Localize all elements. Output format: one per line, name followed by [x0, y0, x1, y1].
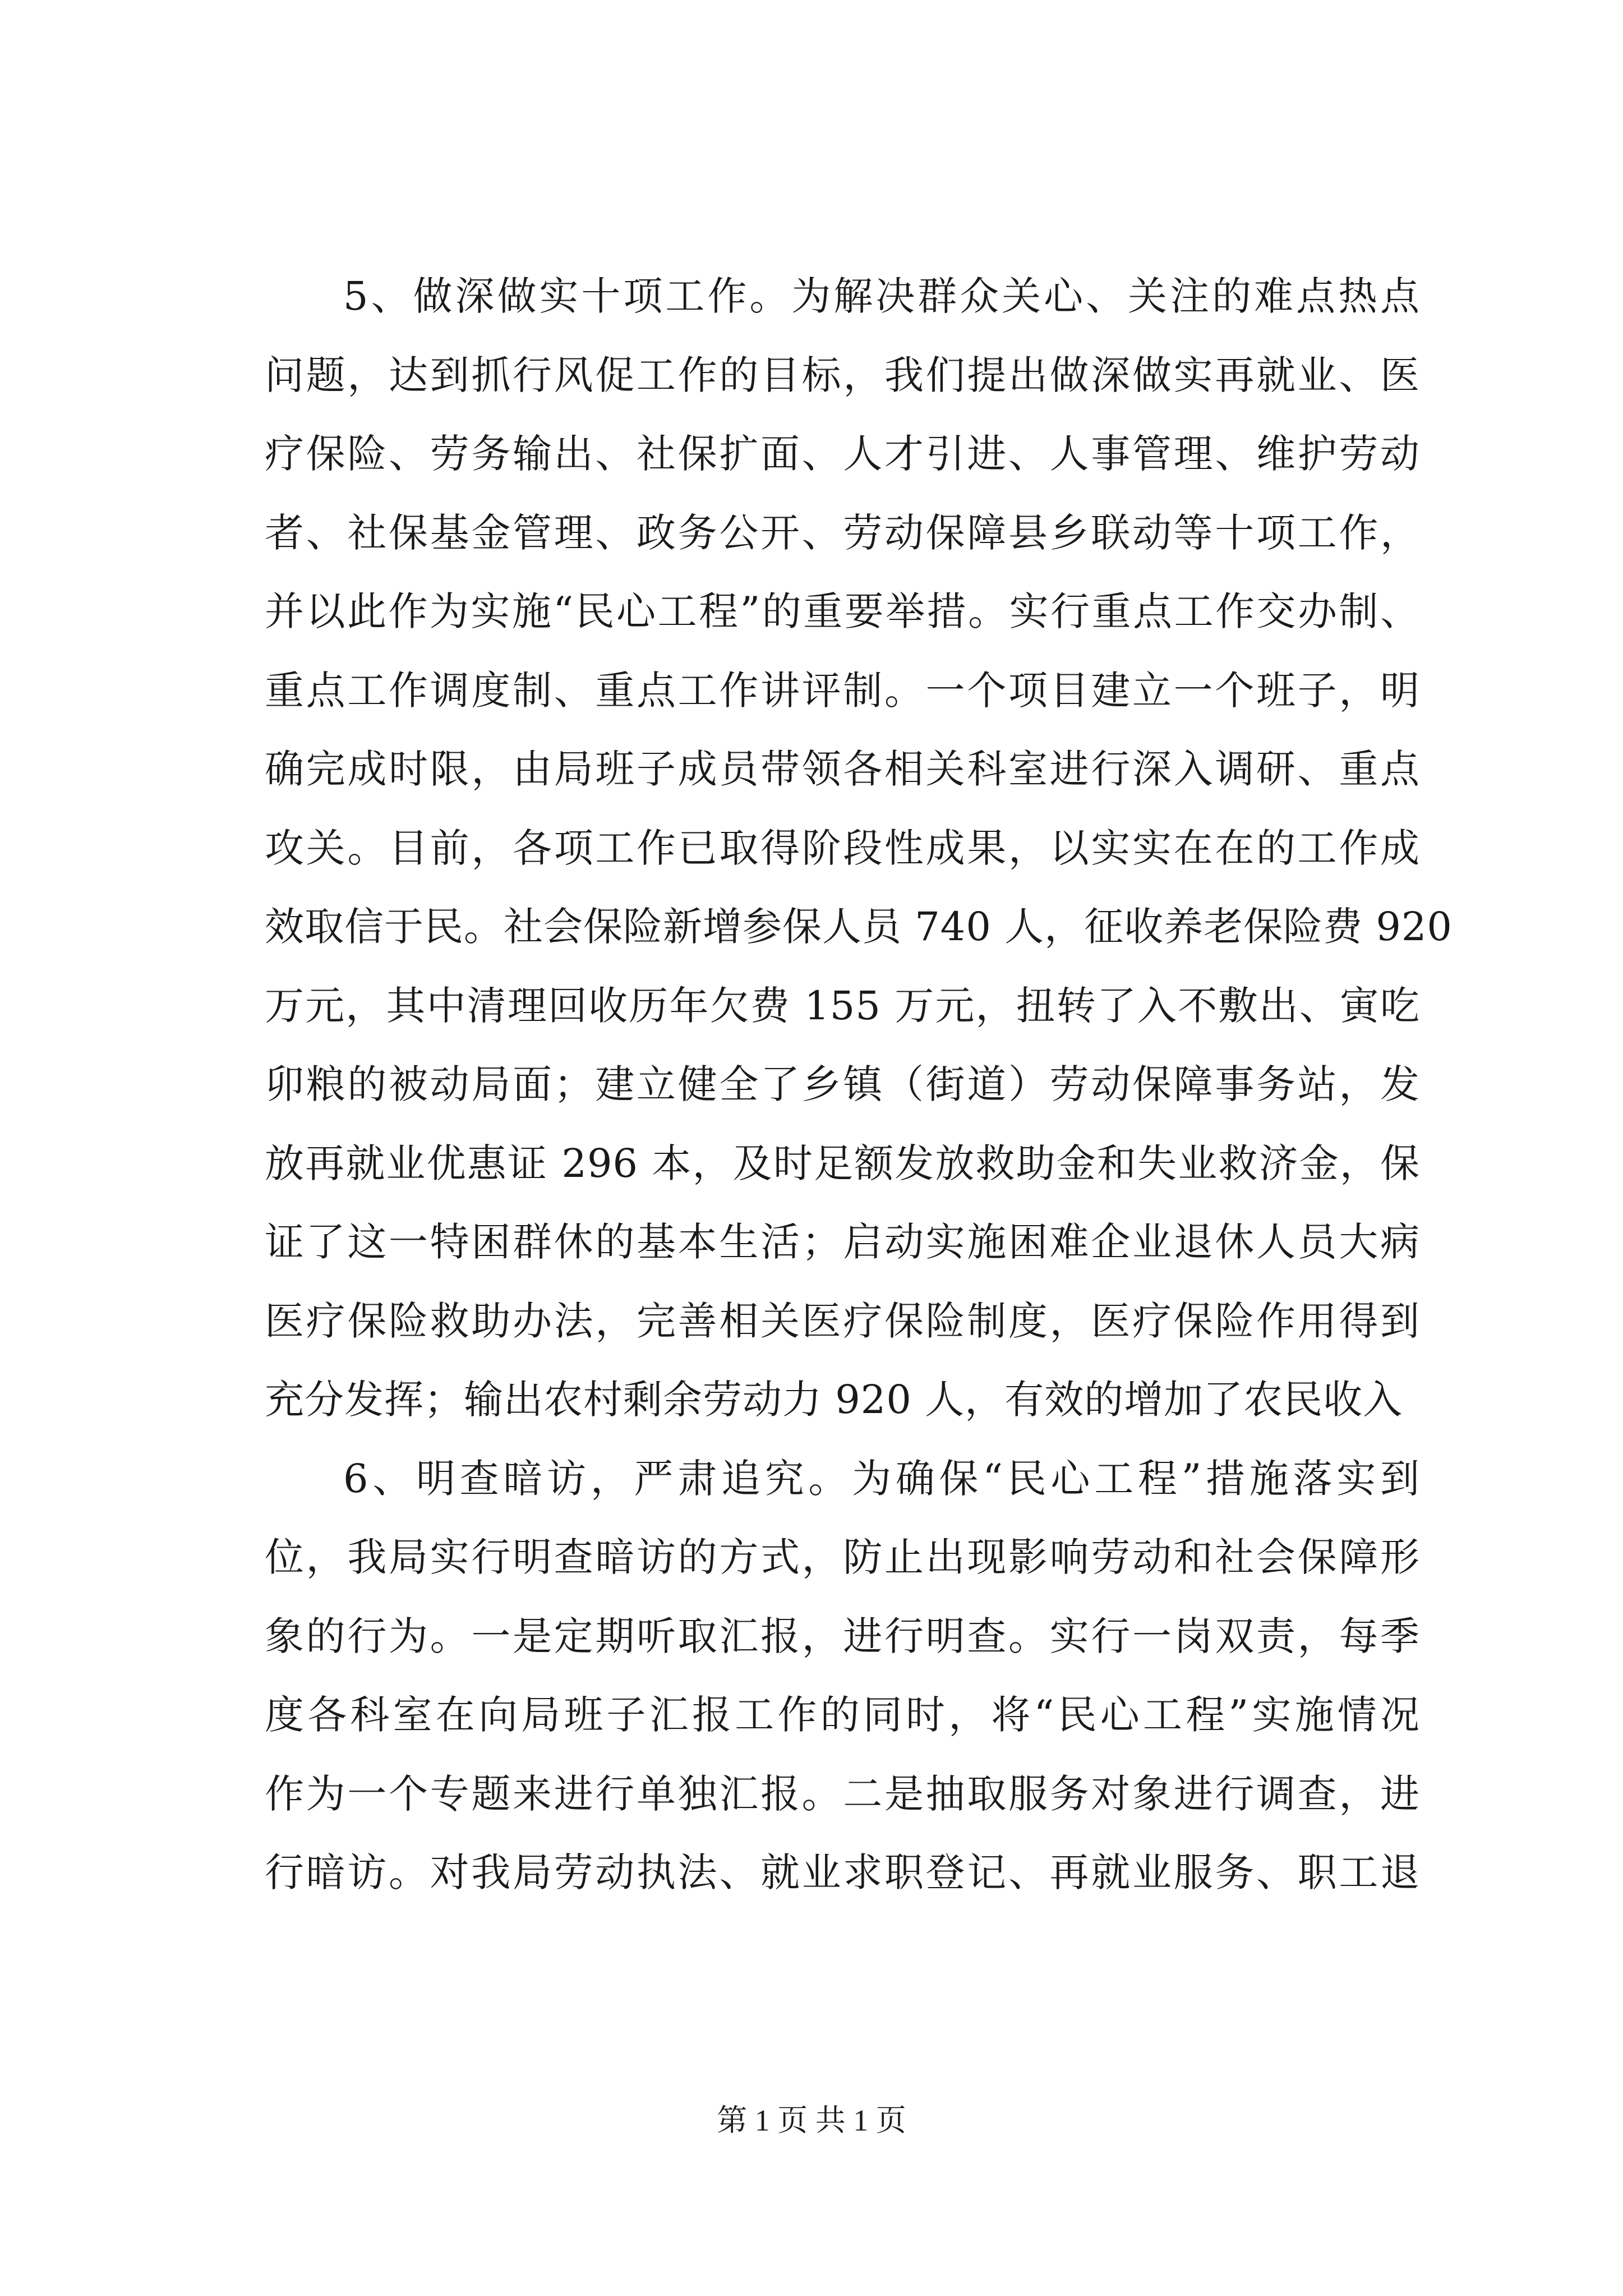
text-line: 卯粮的被动局面；建立健全了乡镇（街道）劳动保障事务站，发 — [265, 1061, 1420, 1107]
text-line: 5、做深做实十项工作。为解决群众关心、关注的难点热点 — [343, 273, 1420, 319]
text-line: 证了这一特困群休的基本生活；启动实施困难企业退休人员大病 — [265, 1219, 1420, 1265]
text-line: 放再就业优惠证 296 本，及时足额发放救助金和失业救济金，保 — [265, 1140, 1420, 1186]
text-line: 重点工作调度制、重点工作讲评制。一个项目建立一个班子，明 — [265, 667, 1420, 714]
text-line: 作为一个专题来进行单独汇报。二是抽取服务对象进行调查，进 — [265, 1770, 1420, 1817]
text-line: 并以此作为实施“民心工程”的重要举措。实行重点工作交办制、 — [265, 588, 1420, 634]
text-line: 效取信于民。社会保险新增参保人员 740 人，征收养老保险费 920 — [265, 904, 1453, 950]
text-line: 医疗保险救助办法，完善相关医疗保险制度，医疗保险作用得到 — [265, 1297, 1420, 1344]
text-line: 6、明查暗访，严肃追究。为确保“民心工程”措施落实到 — [343, 1455, 1420, 1502]
text-line: 象的行为。一是定期听取汇报，进行明查。实行一岗双责，每季 — [265, 1613, 1420, 1659]
text-line: 疗保险、劳务输出、社保扩面、人才引进、人事管理、维护劳动 — [265, 431, 1420, 477]
text-line: 位，我局实行明查暗访的方式，防止出现影响劳动和社会保障形 — [265, 1534, 1420, 1580]
text-line: 确完成时限，由局班子成员带领各相关科室进行深入调研、重点 — [265, 746, 1420, 792]
paragraph-5 — [265, 257, 1453, 1439]
text-line: 度各科室在向局班子汇报工作的同时，将“民心工程”实施情况 — [265, 1692, 1420, 1738]
text-line: 攻关。目前，各项工作已取得阶段性成果，以实实在在的工作成 — [265, 825, 1420, 871]
document-body — [265, 257, 1453, 1912]
text-line: 问题，达到抓行风促工作的目标，我们提出做深做实再就业、医 — [265, 352, 1420, 398]
paragraph-6 — [265, 1439, 1420, 1912]
text-line: 充分发挥；输出农村剩余劳动力 920 人，有效的增加了农民收入 — [265, 1377, 1403, 1423]
text-line: 者、社保基金管理、政务公开、劳动保障县乡联动等十项工作， — [265, 509, 1420, 556]
text-line: 行暗访。对我局劳动执法、就业求职登记、再就业服务、职工退 — [265, 1849, 1420, 1895]
text-line: 万元，其中清理回收历年欠费 155 万元，扭转了入不敷出、寅吃 — [265, 982, 1420, 1029]
page-footer: 第 1 页 共 1 页 — [717, 2104, 906, 2137]
